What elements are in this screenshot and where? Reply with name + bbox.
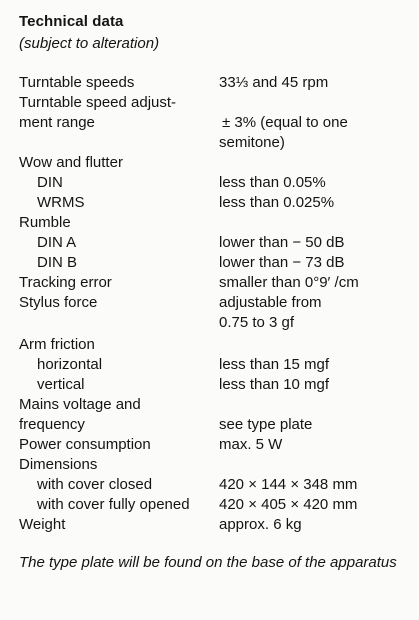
spec-label: vertical <box>37 376 85 393</box>
spec-row-mains-2 <box>0 415 419 435</box>
spec-row-din-b <box>0 253 419 273</box>
spec-label: WRMS <box>37 194 85 211</box>
spec-value: less than 0.05% <box>219 174 326 191</box>
spec-label: Rumble <box>19 214 71 231</box>
section-subtitle: (subject to alteration) <box>19 35 160 52</box>
spec-row-dimensions <box>0 455 419 475</box>
spec-label: Weight <box>19 516 66 533</box>
spec-row-arm-friction <box>0 335 419 355</box>
spec-value: lower than − 73 dB <box>219 254 345 271</box>
spec-row-tracking-error <box>0 273 419 293</box>
spec-row-cover-opened <box>0 495 419 515</box>
spec-value: see type plate <box>219 416 313 433</box>
spec-row-turntable-speeds <box>0 73 419 93</box>
spec-label: Turntable speeds <box>19 74 135 91</box>
spec-row-din <box>0 173 419 193</box>
spec-value: less than 10 mgf <box>219 376 330 393</box>
spec-label: DIN A <box>37 234 77 251</box>
footer-note: The type plate will be found on the base of the apparatus <box>19 554 397 571</box>
spec-value: 33⅓ and 45 rpm <box>219 74 329 91</box>
spec-row-horizontal <box>0 355 419 375</box>
spec-row-stylus-force-2 <box>0 313 419 333</box>
spec-label: ment range <box>19 114 95 131</box>
spec-value: 420 × 405 × 420 mm <box>219 496 358 513</box>
spec-value: semitone) <box>219 134 285 151</box>
section-title: Technical data <box>19 13 124 30</box>
spec-row-din-a <box>0 233 419 253</box>
spec-label: Dimensions <box>19 456 98 473</box>
spec-row-wrms <box>0 193 419 213</box>
spec-row-weight <box>0 515 419 535</box>
spec-label: Tracking error <box>19 274 112 291</box>
spec-label: Mains voltage and <box>19 396 141 413</box>
spec-label: with cover closed <box>37 476 153 493</box>
spec-row-wow-flutter <box>0 153 419 173</box>
spec-label: Power consumption <box>19 436 151 453</box>
spec-value: less than 15 mgf <box>219 356 330 373</box>
spec-value: less than 0.025% <box>219 194 335 211</box>
spec-value: adjustable from <box>219 294 322 311</box>
spec-label: DIN B <box>37 254 78 271</box>
spec-label: horizontal <box>37 356 103 373</box>
spec-label: Stylus force <box>19 294 98 311</box>
spec-label: with cover fully opened <box>37 496 190 513</box>
spec-row-rumble <box>0 213 419 233</box>
spec-value: max. 5 W <box>219 436 283 453</box>
spec-label: Wow and flutter <box>19 154 123 171</box>
spec-row-power <box>0 435 419 455</box>
spec-row-speed-adjust-3 <box>0 133 419 153</box>
spec-label: frequency <box>19 416 85 433</box>
spec-value: approx. 6 kg <box>219 516 302 533</box>
spec-value: smaller than 0°9′ /cm <box>219 274 359 291</box>
spec-value: lower than − 50 dB <box>219 234 345 251</box>
spec-label: DIN <box>37 174 63 191</box>
spec-label: Arm friction <box>19 336 95 353</box>
spec-value: 0.75 to 3 gf <box>219 314 295 331</box>
spec-row-cover-closed <box>0 475 419 495</box>
spec-row-mains-1 <box>0 395 419 415</box>
spec-label: Turntable speed adjust- <box>19 94 177 111</box>
spec-value: 420 × 144 × 348 mm <box>219 476 358 493</box>
spec-row-speed-adjust-1 <box>0 93 419 113</box>
spec-row-stylus-force <box>0 293 419 313</box>
spec-row-speed-adjust-2 <box>0 113 419 133</box>
spec-value: ± 3% (equal to one <box>222 114 348 131</box>
spec-row-vertical <box>0 375 419 395</box>
